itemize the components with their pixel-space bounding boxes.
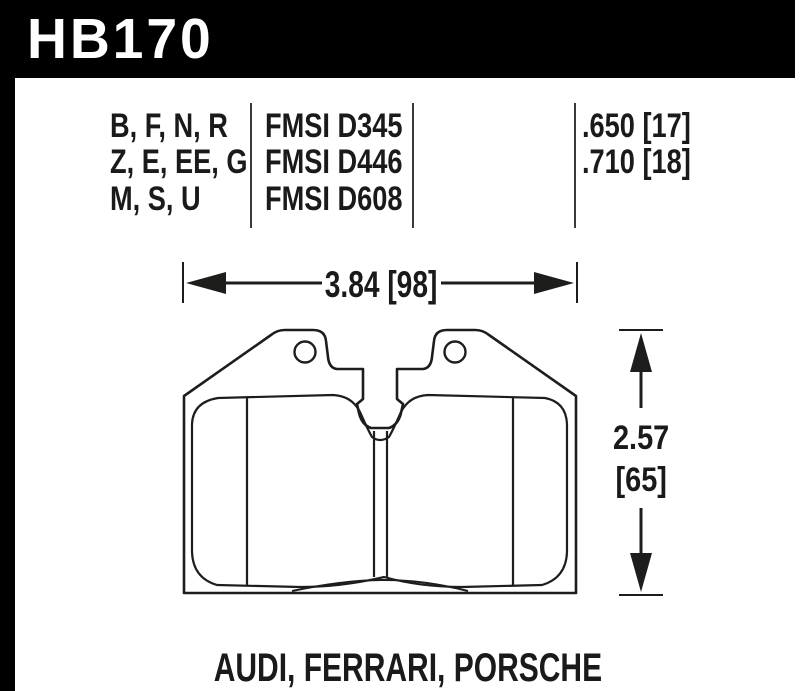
compounds-cell: B, F, N, R <box>110 107 228 145</box>
fmsi-cell: FMSI D608 <box>265 180 403 218</box>
bottom-relief-line <box>292 580 468 591</box>
fmsi-cell: FMSI D345 <box>265 107 403 145</box>
fmsi-cell: FMSI D446 <box>265 143 403 181</box>
left-mounting-hole <box>295 342 316 363</box>
height-dimension-label-in: 2.57 <box>612 419 670 457</box>
arrowhead-right-icon <box>534 272 574 294</box>
arrowhead-up-icon <box>630 333 652 372</box>
part-number: HB170 <box>27 7 214 71</box>
arrowhead-down-icon <box>630 553 652 592</box>
width-dimension-label: 3.84 [98] <box>324 264 438 305</box>
right-mounting-hole <box>445 342 466 363</box>
compounds-cell: Z, E, EE, G <box>110 143 248 181</box>
thickness-cell: .710 [18] <box>582 143 691 181</box>
friction-material-outline <box>192 395 567 587</box>
vehicle-applications: AUDI, FERRARI, PORSCHE <box>213 646 602 690</box>
height-dimension-label-mm: [65] <box>615 461 667 499</box>
thickness-cell: .650 [17] <box>582 107 691 145</box>
arrowhead-left-icon <box>186 272 226 294</box>
compounds-cell: M, S, U <box>110 180 201 218</box>
backing-plate-outline <box>184 330 576 593</box>
